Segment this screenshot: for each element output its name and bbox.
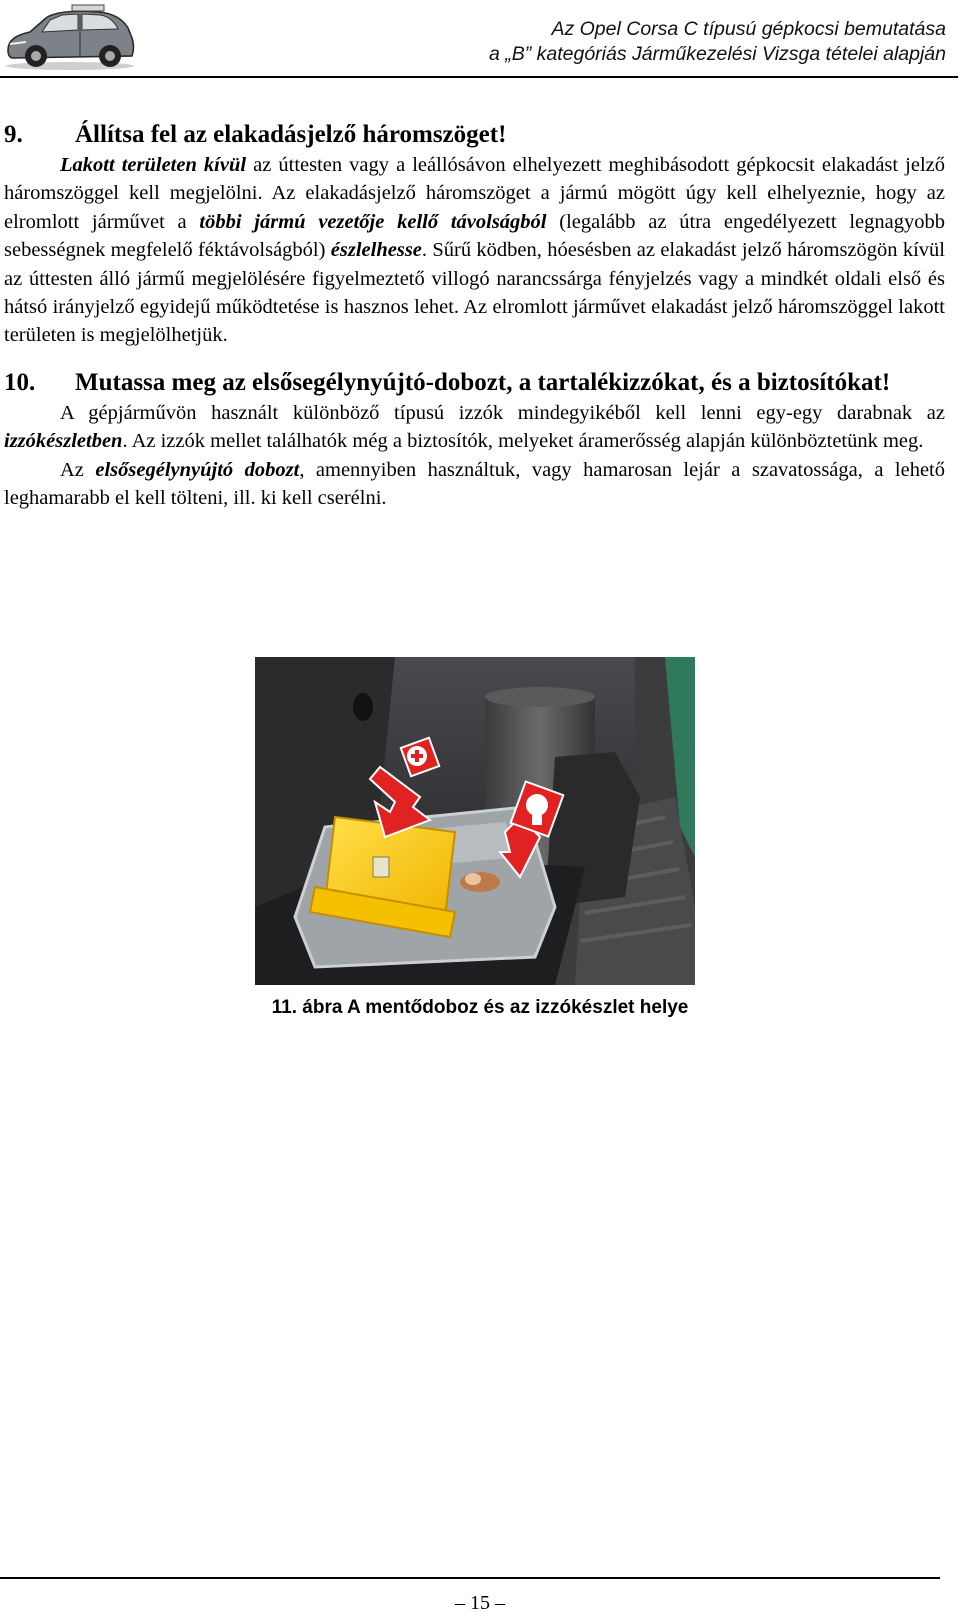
body-text: Az	[60, 458, 96, 481]
section-9-paragraph	[4, 151, 945, 350]
header-divider	[0, 76, 958, 78]
section-10-paragraph-2	[4, 456, 945, 513]
section-9-heading	[4, 118, 945, 151]
footer-divider	[0, 1577, 940, 1579]
emphasis-text: izzókészletben	[4, 430, 123, 453]
trunk-photo	[255, 657, 695, 985]
section-10-number: 10.	[4, 368, 36, 396]
section-10-paragraph-1	[4, 399, 945, 456]
section-10-heading	[4, 366, 945, 399]
emphasis-text: elsősegélynyújtó dobozt	[95, 458, 300, 481]
section-10-title: Mutassa meg az elsősegélynyújtó-dobozt, a tartalékizzókat, és a biztosítókat!	[75, 368, 891, 396]
body-text: . Az izzók mellet találhatók még a biztosítók, melyeket áramerősség alapján különböztetünk meg.	[122, 430, 924, 453]
emphasis-text: többi jármú vezetője kellő távolságból	[199, 210, 547, 233]
figure-caption: 11. ábra A mentődoboz és az izzókészlet helye	[271, 997, 689, 1018]
section-9-title: Állítsa fel az elakadásjelző háromszöget!	[75, 121, 507, 148]
body-text: (legalább az útra engedélyezett legnagyobb sebességnek megfelelő féktávolságból)	[4, 210, 945, 262]
emphasis-text: észlelhesse	[330, 239, 422, 262]
body-text: . Sűrű ködben, hóesésben az elakadást jelző háromszögön kívül az úttesten álló jármű megjelölésére figyelmeztető villogó narancssárga fényjelzés vagy a mindkét oldali első és hátsó irányjelző egyidejű működtetése is hasznos lehet. Az elromlott járművet elakadást jelző háromszöggel lakott területen is megjelölhetjük.	[4, 239, 945, 347]
emphasis-text: Lakott területen kívül	[60, 154, 247, 176]
section-9-number: 9.	[4, 121, 23, 148]
header-line-2: a „B” kategóriás Járműkezelési Vizsga tételei alapján	[488, 43, 946, 65]
header-line-1: Az Opel Corsa C típusú gépkocsi bemutatása	[551, 18, 946, 40]
running-header	[489, 17, 946, 67]
body-text: A gépjárművön használt különböző típusú izzók mindegyikéből kell lenni egy-egy darabnak az	[60, 401, 945, 424]
page-number: – 15 –	[455, 1592, 505, 1614]
body-text: , amennyiben használtuk, vagy hamarosan lejár a szavatossága, a lehető leghamarabb el kell tölteni, ill. ki kell cserélni.	[4, 458, 945, 510]
body-text: az úttesten vagy a leállósávon elhelyezett meghibásodott gépkocsit elakadást jelző háromszöggel kell megjelölni. Az elakadásjelző háromszöget a jármú mögött úgy kell elhelyeznie, hogy az elromlott járművet a	[4, 154, 945, 233]
main-content	[4, 118, 945, 512]
car-logo	[2, 2, 138, 72]
